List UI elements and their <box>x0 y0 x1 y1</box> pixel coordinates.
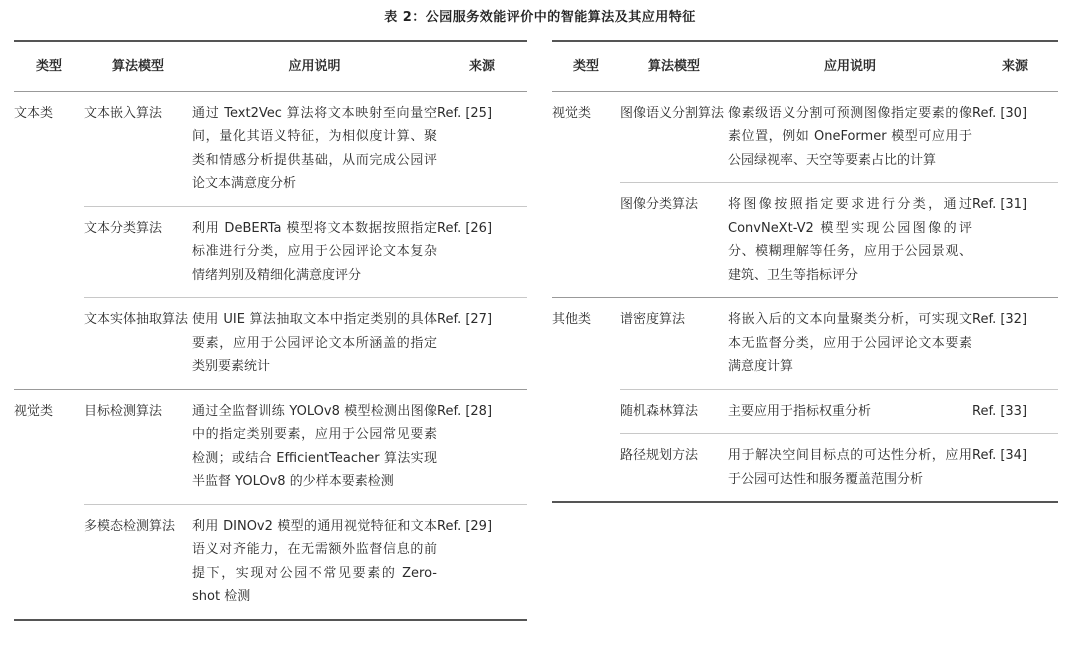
table-row <box>14 389 527 504</box>
algorithm-cell: 文本分类算法 <box>84 206 192 298</box>
algorithm-cell: 随机森林算法 <box>620 389 728 434</box>
table-row <box>552 183 1058 298</box>
description-cell: 将图像按照指定要求进行分类，通过 ConvNeXt-V2 模型实现公园图像的评分、模糊理解等任务，应用于公园景观、建筑、卫生等指标评分 <box>728 183 972 298</box>
type-cell <box>14 298 84 390</box>
source-cell: Ref. [29] <box>437 504 527 620</box>
header-algorithm: 算法模型 <box>620 41 728 91</box>
algorithm-cell: 路径规划方法 <box>620 434 728 503</box>
right-table <box>552 40 1058 503</box>
table-row <box>14 298 527 390</box>
type-cell <box>552 389 620 434</box>
table-row <box>14 91 527 206</box>
source-cell: Ref. [25] <box>437 105 493 121</box>
algorithm-cell: 目标检测算法 <box>84 389 192 504</box>
source-cell: Ref. [31] <box>972 183 1058 298</box>
type-cell: 文本类 <box>14 105 54 121</box>
header-row <box>552 41 1058 91</box>
table-row <box>552 91 1058 183</box>
algorithm-cell: 图像分类算法 <box>620 183 728 298</box>
type-cell <box>14 504 84 620</box>
source-cell: Ref. [33] <box>972 389 1058 434</box>
type-cell: 视觉类 <box>552 105 592 121</box>
table-row <box>14 206 527 298</box>
source-cell: Ref. [32] <box>972 298 1058 390</box>
description-cell: 利用 DINOv2 模型的通用视觉特征和文本语义对齐能力，在无需额外监督信息的前提下，实现对公园不常见要素的 Zero-shot 检测 <box>192 504 437 620</box>
source-cell: Ref. [30] <box>972 105 1028 121</box>
description-cell: 用于解决空间目标点的可达性分析，应用于公园可达性和服务覆盖范围分析 <box>728 434 972 503</box>
source-cell: Ref. [28] <box>437 389 527 504</box>
header-algorithm: 算法模型 <box>84 41 192 91</box>
description-cell: 利用 DeBERTa 模型将文本数据按照指定标准进行分类，应用于公园评论文本复杂情绪判别及精细化满意度评分 <box>192 206 437 298</box>
description-cell: 使用 UIE 算法抽取文本中指定类别的具体要素，应用于公园评论文本所涵盖的指定类别要素统计 <box>192 298 437 390</box>
header-source: 来源 <box>972 41 1058 91</box>
header-source: 来源 <box>437 41 527 91</box>
table-row <box>552 298 1058 390</box>
type-cell <box>14 206 84 298</box>
header-description: 应用说明 <box>728 41 972 91</box>
left-table <box>14 40 527 621</box>
type-cell <box>552 183 620 298</box>
table-row <box>552 389 1058 434</box>
algorithm-cell: 图像语义分割算法 <box>620 105 725 121</box>
type-cell <box>552 434 620 503</box>
source-cell: Ref. [34] <box>972 434 1058 503</box>
header-description: 应用说明 <box>192 41 437 91</box>
algorithm-cell: 文本实体抽取算法 <box>84 298 192 390</box>
description-cell: 通过全监督训练 YOLOv8 模型检测出图像中的指定类别要素，应用于公园常见要素检测；或结合 EfficientTeacher 算法实现半监督 YOLOv8 的少样本要素检测 <box>192 389 437 504</box>
header-type: 类型 <box>14 41 84 91</box>
algorithm-cell: 谱密度算法 <box>620 298 728 390</box>
source-cell: Ref. [26] <box>437 206 527 298</box>
description-cell: 像素级语义分割可预测图像指定要素的像素位置，例如 OneFormer 模型可应用于公园绿视率、天空等要素占比的计算 <box>728 105 972 168</box>
algorithm-cell: 多模态检测算法 <box>84 504 192 620</box>
header-row <box>14 41 527 91</box>
table-row <box>552 434 1058 503</box>
description-cell: 通过 Text2Vec 算法将文本映射至向量空间，量化其语义特征，为相似度计算、聚类和情感分析提供基础，从而完成公园评论文本满意度分析 <box>192 105 437 191</box>
source-cell: Ref. [27] <box>437 298 527 390</box>
description-cell: 将嵌入后的文本向量聚类分析，可实现文本无监督分类，应用于公园评论文本要素满意度计算 <box>728 298 972 390</box>
description-cell: 主要应用于指标权重分析 <box>728 389 972 434</box>
table-caption: 表 2：公园服务效能评价中的智能算法及其应用特征 <box>384 10 696 25</box>
header-type: 类型 <box>552 41 620 91</box>
algorithm-cell: 文本嵌入算法 <box>84 105 163 121</box>
type-cell: 其他类 <box>552 298 620 390</box>
table-row <box>14 504 527 620</box>
type-cell: 视觉类 <box>14 389 84 504</box>
